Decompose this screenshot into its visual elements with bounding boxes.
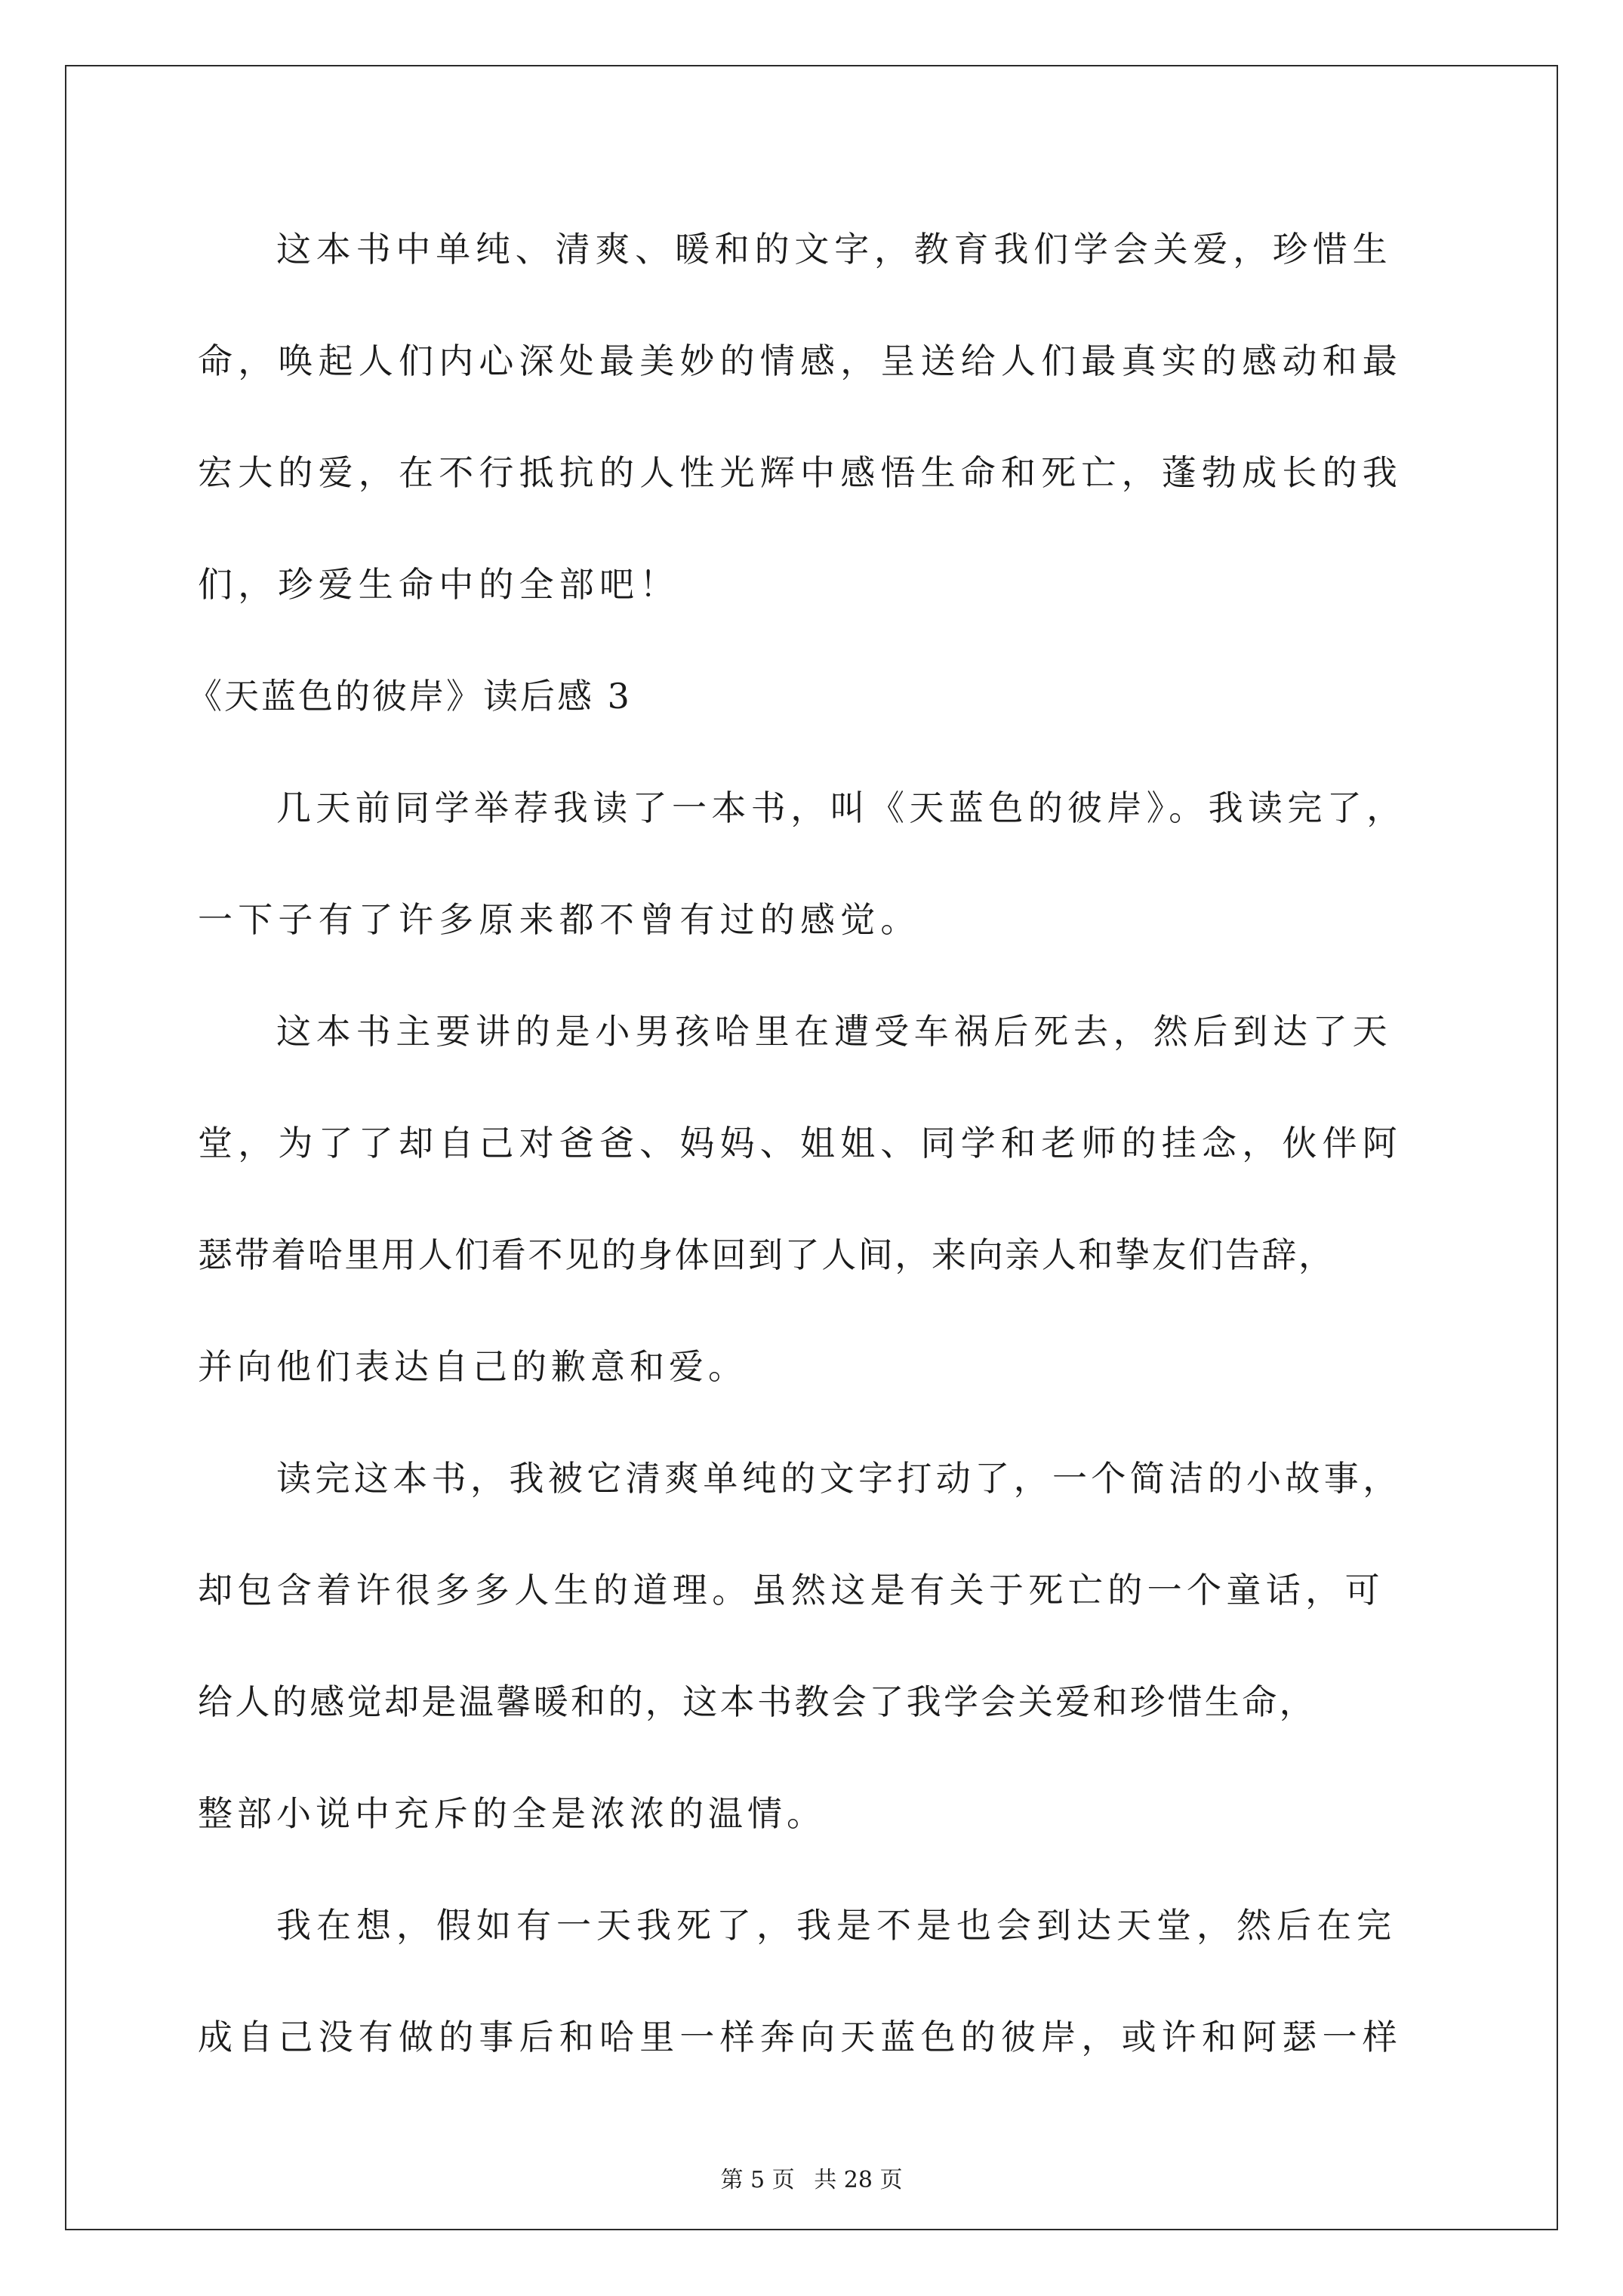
- paragraph-1-line-4: 们，珍爱生命中的全部吧！: [198, 564, 680, 605]
- page-number: 第 5 页: [720, 2167, 795, 2193]
- paragraph-3-line-4: 并向他们表达自己的歉意和爱。: [198, 1346, 747, 1387]
- page-total: 共 28 页: [814, 2167, 903, 2193]
- paragraph-5-line-2: 成自己没有做的事后和哈里一样奔向天蓝色的彼岸，或许和阿瑟一样: [198, 2017, 1403, 2057]
- paragraph-3-line-3: 瑟带着哈里用人们看不见的身体回到了人间，来向亲人和挚友们告辞，: [198, 1234, 1335, 1275]
- section-heading: 《天蓝色的彼岸》读后感 3: [187, 676, 632, 717]
- paragraph-2-line-2: 一下子有了许多原来都不曾有过的感觉。: [198, 899, 921, 940]
- paragraph-4-line-2: 却包含着许很多多人生的道理。虽然这是有关于死亡的一个童话，可: [198, 1570, 1384, 1610]
- paragraph-4-line-4: 整部小说中充斥的全是浓浓的温情。: [198, 1793, 826, 1834]
- paragraph-2-line-1: 几天前同学举荐我读了一本书，叫《天蓝色的彼岸》。我读完了，: [276, 787, 1406, 828]
- paragraph-1-line-2: 命，唤起人们内心深处最美妙的情感，呈送给人们最真实的感动和最: [198, 341, 1403, 381]
- paragraph-3-line-2: 堂，为了了却自己对爸爸、妈妈、姐姐、同学和老师的挂念，伙伴阿: [198, 1123, 1403, 1163]
- paragraph-5-line-1: 我在想，假如有一天我死了，我是不是也会到达天堂，然后在完: [276, 1905, 1397, 1946]
- paragraph-1-line-3: 宏大的爱，在不行抵抗的人性光辉中感悟生命和死亡，蓬勃成长的我: [198, 452, 1403, 493]
- paragraph-1-line-1: 这本书中单纯、清爽、暖和的文字，教育我们学会关爱，珍惜生: [276, 229, 1393, 270]
- page-footer: [0, 2165, 1623, 2196]
- paragraph-3-line-1: 这本书主要讲的是小男孩哈里在遭受车祸后死去，然后到达了天: [276, 1011, 1393, 1052]
- paragraph-4-line-1: 读完这本书，我被它清爽单纯的文字打动了，一个简洁的小故事，: [276, 1458, 1402, 1499]
- paragraph-4-line-3: 给人的感觉却是温馨暖和的，这本书教会了我学会关爱和珍惜生命，: [198, 1681, 1317, 1722]
- document-body: [187, 219, 1436, 2119]
